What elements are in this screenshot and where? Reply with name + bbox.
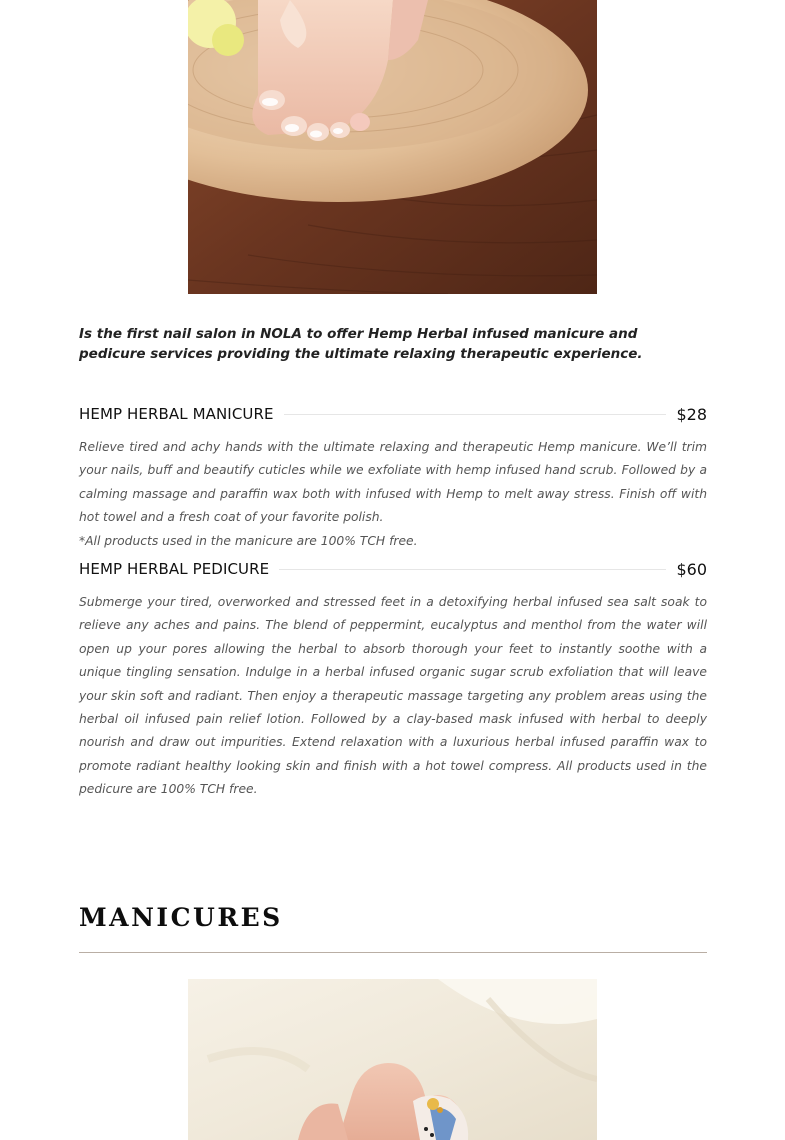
- service-name: HEMP HERBAL MANICURE: [79, 405, 274, 423]
- service-price: $28: [676, 404, 707, 424]
- dotted-leader-line: [284, 414, 667, 415]
- pedicure-photo: [188, 0, 597, 294]
- intro-text: Is the first nail salon in NOLA to offer Hemp Herbal infused manicure and pedicure services providing the ultimate relaxing therapeutic experience.: [79, 326, 643, 362]
- service-name: HEMP HERBAL PEDICURE: [79, 560, 270, 578]
- service-note: *All products used in the manicure are 100% TCH free.: [79, 534, 418, 548]
- service-price: $60: [676, 559, 707, 579]
- service-description: Relieve tired and achy hands with the ultimate relaxing and therapeutic Hemp manicure. We’ll trim your nails, buff and beautify cuticles while we exfoliate with hemp infused hand scrub. Followed by a calming massage and paraffin wax both with infused with Hemp to melt away stress. Finish off with hot towel and a fresh coat of your favorite polish.: [79, 440, 707, 525]
- service-description: Submerge your tired, overworked and stressed feet in a detoxifying herbal infused sea salt soak to relieve any aches and pains. The blend of peppermint, eucalyptus and menthol from the water will open up your pores allowing the herbal to absorb thorough your feet to instantly soothe with a unique tingling sensation. Indulge in a herbal infused organic sugar scrub exfoliation that will leave your skin soft and radiant. Then enjoy a therapeutic massage targeting any problem areas using the herbal oil infused pain relief lotion. Followed by a clay-based mask infused with herbal to deeply nourish and draw out impurities. Extend relaxation with a luxurious herbal infused paraffin wax to promote radiant healthy looking skin and finish with a hot towel compress. All products used in the pedicure are 100% TCH free.: [79, 595, 707, 797]
- section-divider: [79, 952, 707, 953]
- manicure-photo: [188, 979, 597, 1140]
- service-manicure-row: [79, 403, 707, 425]
- section-title-manicures: MANICURES: [79, 903, 283, 932]
- service-pedicure-row: [79, 558, 707, 580]
- dotted-leader-line: [279, 569, 666, 570]
